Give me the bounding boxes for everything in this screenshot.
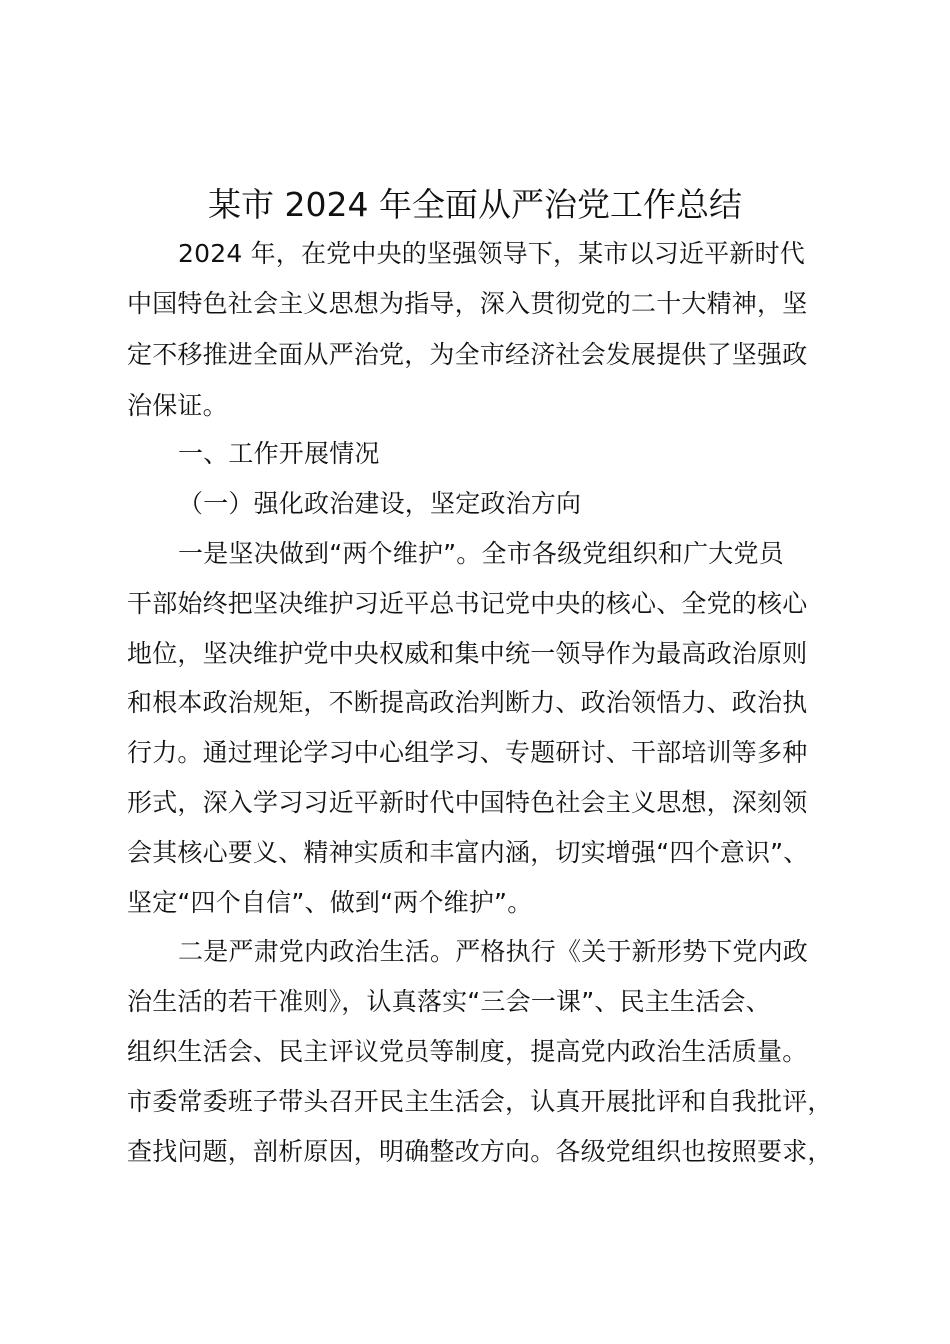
document-title: 某市 2024 年全面从严治党工作总结 [208, 185, 742, 224]
paragraph-line: 查找问题，剖析原因，明确整改方向。各级党组织也按照要求， [127, 1137, 833, 1166]
paragraph-line: 和根本政治规矩，不断提高政治判断力、政治领悟力、政治执 [127, 688, 808, 717]
paragraph-line: 中国特色社会主义思想为指导，深入贯彻党的二十大精神，坚 [127, 289, 808, 318]
paragraph-line: 行力。通过理论学习中心组学习、专题研讨、干部培训等多种 [127, 738, 808, 767]
paragraph-line: 治生活的若干准则》，认真落实“三会一课”、民主生活会、 [127, 987, 771, 1016]
paragraph-line: 二是严肃党内政治生活。严格执行《关于新形势下党内政 [178, 937, 809, 966]
paragraph-line: 组织生活会、民主评议党员等制度，提高党内政治生活质量。 [127, 1037, 808, 1066]
section-heading: 一、工作开展情况 [178, 439, 380, 468]
paragraph-line: 一是坚决做到“两个维护”。全市各级党组织和广大党员 [178, 539, 784, 568]
paragraph-line: 干部始终把坚决维护习近平总书记党中央的核心、全党的核心 [127, 589, 808, 618]
paragraph-line: 形式，深入学习习近平新时代中国特色社会主义思想，深刻领 [127, 788, 808, 817]
paragraph-line: 定不移推进全面从严治党，为全市经济社会发展提供了坚强政 [127, 340, 808, 369]
paragraph-line: 坚定“四个自信”、做到“两个维护”。 [127, 888, 533, 917]
paragraph-line: 2024 年，在党中央的坚强领导下，某市以习近平新时代 [178, 239, 805, 268]
paragraph-line: 治保证。 [127, 391, 228, 420]
paragraph-line: 地位，坚决维护党中央权威和集中统一领导作为最高政治原则 [127, 639, 808, 668]
paragraph-line: 市委常委班子带头召开民主生活会，认真开展批评和自我批评， [127, 1087, 833, 1116]
paragraph-line: 会其核心要义、精神实质和丰富内涵，切实增强“四个意识”、 [127, 838, 809, 867]
subsection-heading: （一）强化政治建设，坚定政治方向 [178, 489, 582, 518]
